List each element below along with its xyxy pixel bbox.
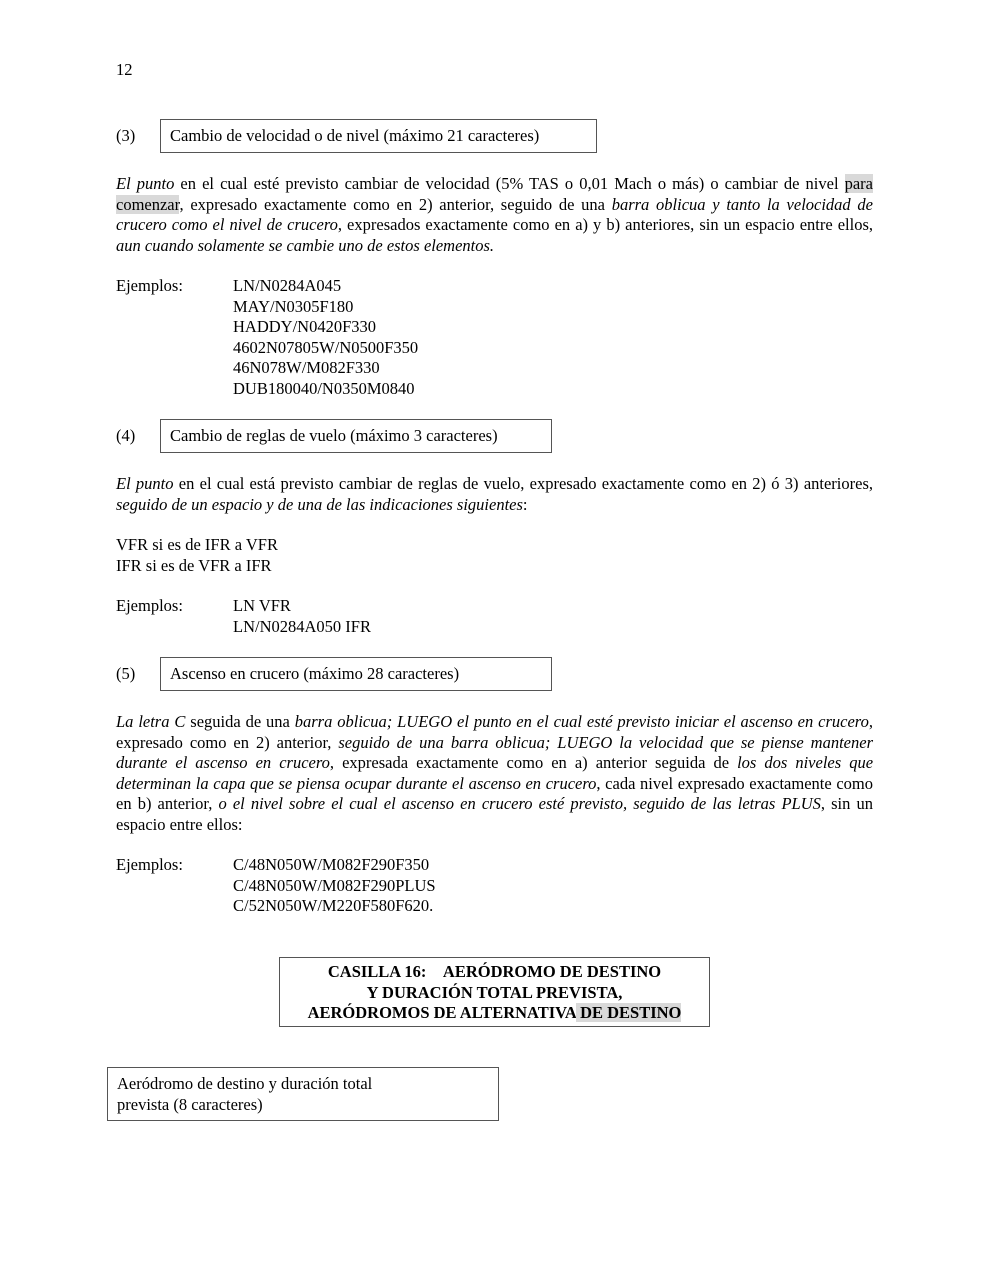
list-item: HADDY/N0420F330 bbox=[233, 317, 377, 336]
paragraph-run: El punto bbox=[116, 174, 175, 193]
paragraph-run: seguido de una barra oblicua; LUEGO la velocidad que se piense mantener durante el ascenso en crucero bbox=[116, 732, 873, 772]
paragraph-run: La letra C bbox=[116, 712, 186, 731]
paragraph-run: barra oblicua; LUEGO el punto en el cual esté previsto iniciar el ascenso en crucero bbox=[294, 712, 869, 731]
list-item: LN/N0284A045 bbox=[233, 276, 342, 295]
destination-field-box bbox=[107, 1067, 499, 1121]
paragraph-run: seguido de un espacio y de una de las indicaciones siguientes bbox=[116, 494, 523, 514]
paragraph-run: : bbox=[522, 494, 528, 514]
paragraph-run: , expresado como en 2) anterior, bbox=[116, 712, 873, 752]
paragraph-run: seguida de una bbox=[185, 712, 295, 731]
section-3-examples-label: Ejemplos: bbox=[116, 276, 183, 295]
casilla-line-3-highlight: DE DESTINO bbox=[575, 1003, 682, 1022]
section-5-number: (5) bbox=[116, 664, 136, 683]
paragraph-run: , expresada exactamente como en a) anterior seguida de bbox=[329, 753, 738, 772]
casilla-line-3 bbox=[280, 1003, 709, 1024]
paragraph-run: en el cual esté previsto cambiar de velocidad (5% TAS o 0,01 Mach o más) o cambiar de nivel bbox=[174, 174, 845, 193]
section-5-title-box bbox=[160, 657, 552, 691]
section-4-paragraph bbox=[116, 474, 873, 515]
paragraph-run: los dos niveles que determinan la capa que se piensa ocupar durante el ascenso en crucero bbox=[116, 753, 874, 793]
page-number: 12 bbox=[116, 60, 133, 79]
section-5-examples bbox=[233, 855, 436, 917]
section-3-paragraph bbox=[116, 174, 873, 256]
section-5-examples-label: Ejemplos: bbox=[116, 855, 183, 874]
paragraph-run: para comenzar bbox=[116, 174, 874, 214]
destination-field-line-1: Aeródromo de destino y duración total bbox=[117, 1074, 373, 1093]
section-3-examples bbox=[233, 276, 418, 399]
paragraph-run: aun cuando solamente se cambie uno de estos elementos. bbox=[116, 235, 495, 255]
section-4-title: Cambio de reglas de vuelo (máximo 3 caracteres) bbox=[170, 425, 498, 445]
casilla-16-heading bbox=[279, 957, 710, 1027]
casilla-line-2: Y DURACIÓN TOTAL PREVISTA, bbox=[366, 982, 623, 1002]
paragraph-run: , expresado exactamente como en 2) anterior, seguido de una bbox=[179, 194, 612, 214]
paragraph-run: en el cual está previsto cambiar de reglas de vuelo, expresado exactamente como en 2) ó 3) anteriores, bbox=[173, 474, 873, 493]
section-4-rules bbox=[116, 535, 278, 576]
section-4-examples bbox=[233, 596, 371, 637]
section-3-title: Cambio de velocidad o de nivel (máximo 21 caracteres) bbox=[170, 125, 540, 145]
list-item: C/52N050W/M220F580F620. bbox=[233, 896, 434, 915]
section-3-number: (3) bbox=[116, 126, 136, 145]
list-item: LN/N0284A050 IFR bbox=[233, 616, 371, 636]
section-5-paragraph bbox=[116, 712, 873, 835]
paragraph-run: , expresados exactamente como en a) y b) anteriores, sin un espacio entre ellos, bbox=[337, 215, 873, 234]
destination-field-line-2: prevista (8 caracteres) bbox=[117, 1094, 263, 1114]
section-3-title-box bbox=[160, 119, 597, 153]
list-item: 46N078W/M082F330 bbox=[233, 358, 380, 377]
list-item: VFR si es de IFR a VFR bbox=[116, 535, 278, 554]
casilla-line-1: CASILLA 16: AERÓDROMO DE DESTINO bbox=[327, 962, 662, 981]
section-4-number: (4) bbox=[116, 426, 136, 445]
paragraph-run: , cada nivel expresado exactamente como en b) anterior, bbox=[116, 773, 874, 813]
list-item: MAY/N0305F180 bbox=[233, 296, 354, 316]
list-item: C/48N050W/M082F290PLUS bbox=[233, 875, 436, 895]
paragraph-run: , sin un espacio entre ellos: bbox=[116, 794, 873, 834]
casilla-line-3-main: AERÓDROMOS DE ALTERNATIVA bbox=[307, 1003, 576, 1022]
section-4-examples-label: Ejemplos: bbox=[116, 596, 183, 615]
list-item: IFR si es de VFR a IFR bbox=[116, 555, 272, 575]
section-4-title-box bbox=[160, 419, 552, 453]
list-item: C/48N050W/M082F290F350 bbox=[233, 855, 430, 874]
paragraph-run: El punto bbox=[116, 474, 174, 493]
list-item: 4602N07805W/N0500F350 bbox=[233, 337, 419, 357]
section-5-title: Ascenso en crucero (máximo 28 caracteres) bbox=[170, 663, 460, 683]
list-item: DUB180040/N0350M0840 bbox=[233, 378, 415, 398]
paragraph-run: barra oblicua y tanto la velocidad de crucero como el nivel de crucero bbox=[116, 194, 873, 234]
list-item: LN VFR bbox=[233, 596, 291, 615]
paragraph-run: o el nivel sobre el cual el ascenso en crucero esté previsto, seguido de las letras PLUS bbox=[218, 794, 821, 813]
